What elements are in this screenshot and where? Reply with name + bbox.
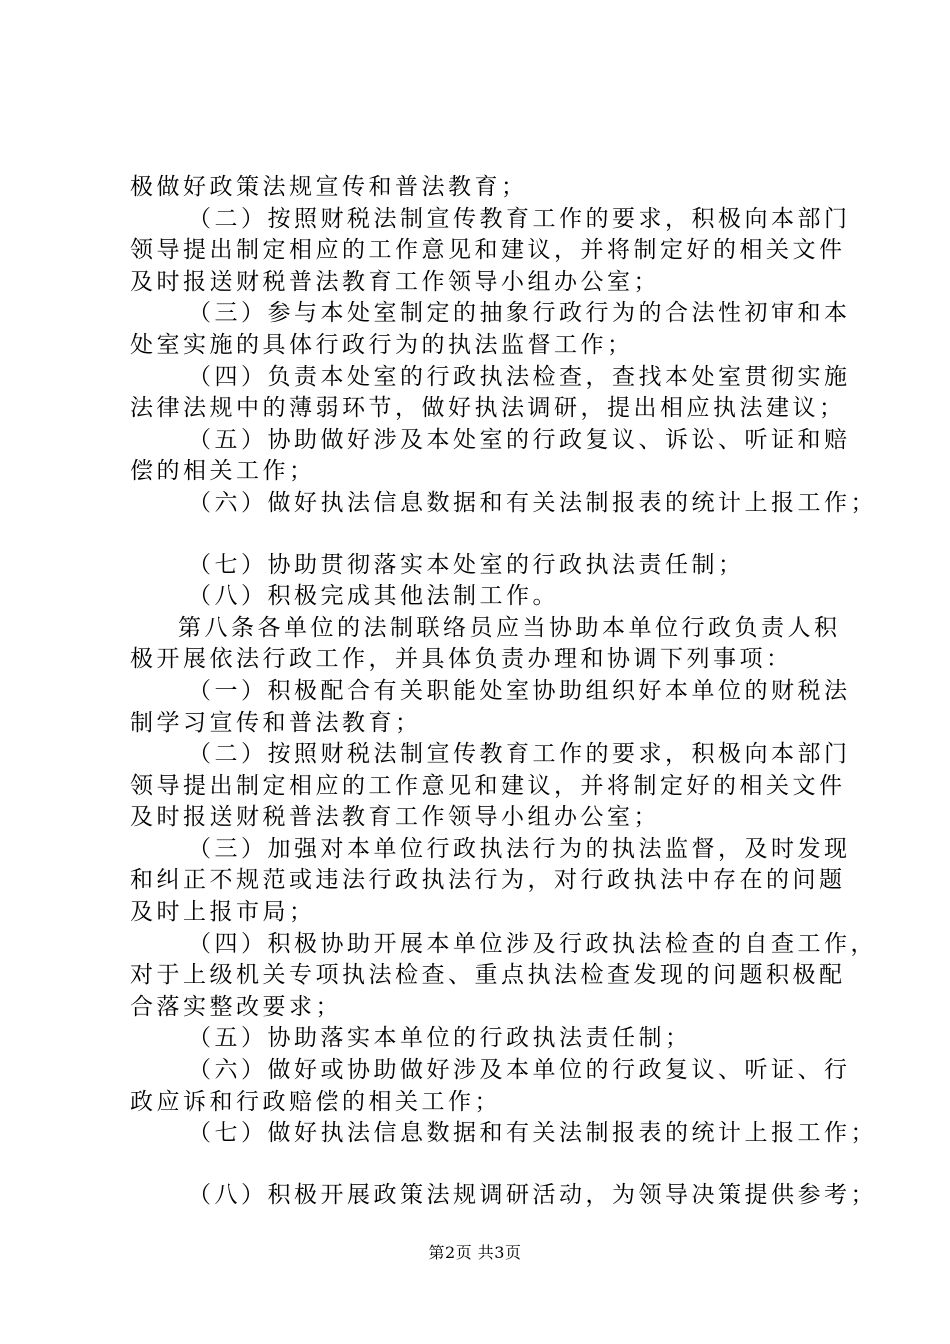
text-line: （四）积极协助开展本单位涉及行政执法检查的自查工作， (188, 930, 877, 957)
text-line: 合落实整改要求； (130, 993, 342, 1020)
text-line: （七）做好执法信息数据和有关法制报表的统计上报工作； (188, 1120, 877, 1147)
text-line: 及时报送财税普法教育工作领导小组办公室； (130, 268, 660, 295)
text-line: 对于上级机关专项执法检查、重点执法检查发现的问题积极配 (130, 962, 846, 989)
text-line: （五）协助做好涉及本处室的行政复议、诉讼、听证和赔 (188, 426, 851, 453)
text-line: 领导提出制定相应的工作意见和建议，并将制定好的相关文件 (130, 237, 846, 264)
text-line: （八）积极开展政策法规调研活动，为领导决策提供参考； (188, 1181, 877, 1208)
paragraph-gap (130, 1150, 842, 1180)
text-line: 偿的相关工作； (130, 458, 316, 485)
text-line: （七）协助贯彻落实本处室的行政执法责任制； (188, 551, 745, 578)
text-line: （三）加强对本单位行政执法行为的执法监督，及时发现 (188, 835, 851, 862)
article-heading-line: 第八条各单位的法制联络员应当协助本单位行政负责人积 (178, 614, 841, 641)
text-line: 制学习宣传和普法教育； (130, 709, 422, 736)
text-line: 及时报送财税普法教育工作领导小组办公室； (130, 804, 660, 831)
text-line: （八）积极完成其他法制工作。 (188, 583, 559, 610)
text-line: 政应诉和行政赔偿的相关工作； (130, 1088, 501, 1115)
text-line: （六）做好或协助做好涉及本单位的行政复议、听证、行 (188, 1057, 851, 1084)
document-body (130, 172, 877, 1211)
text-line: 及时上报市局； (130, 899, 316, 926)
text-line: （六）做好执法信息数据和有关法制报表的统计上报工作； (188, 489, 877, 516)
text-line: （四）负责本处室的行政执法检查，查找本处室贯彻实施 (188, 363, 851, 390)
paragraph-gap (130, 520, 842, 550)
text-line: 法律法规中的薄弱环节，做好执法调研，提出相应执法建议； (130, 395, 846, 422)
text-line: 领导提出制定相应的工作意见和建议，并将制定好的相关文件 (130, 772, 846, 799)
page-number-footer: 第2页 共3页 (428, 1243, 522, 1262)
text-line: （二）按照财税法制宣传教育工作的要求，积极向本部门 (188, 741, 851, 768)
text-line: 极做好政策法规宣传和普法教育； (130, 174, 528, 200)
text-line: 和纠正不规范或违法行政执法行为，对行政执法中存在的问题 (130, 867, 846, 894)
text-line: （一）积极配合有关职能处室协助组织好本单位的财税法 (188, 677, 851, 704)
text-line: （五）协助落实本单位的行政执法责任制； (188, 1025, 692, 1052)
text-line: 处室实施的具体行政行为的执法监督工作； (130, 331, 634, 358)
text-line: （二）按照财税法制宣传教育工作的要求，积极向本部门 (188, 205, 851, 232)
text-line: （三）参与本处室制定的抽象行政行为的合法性初审和本 (188, 300, 851, 327)
text-line: 极开展依法行政工作，并具体负责办理和协调下列事项： (130, 646, 793, 673)
